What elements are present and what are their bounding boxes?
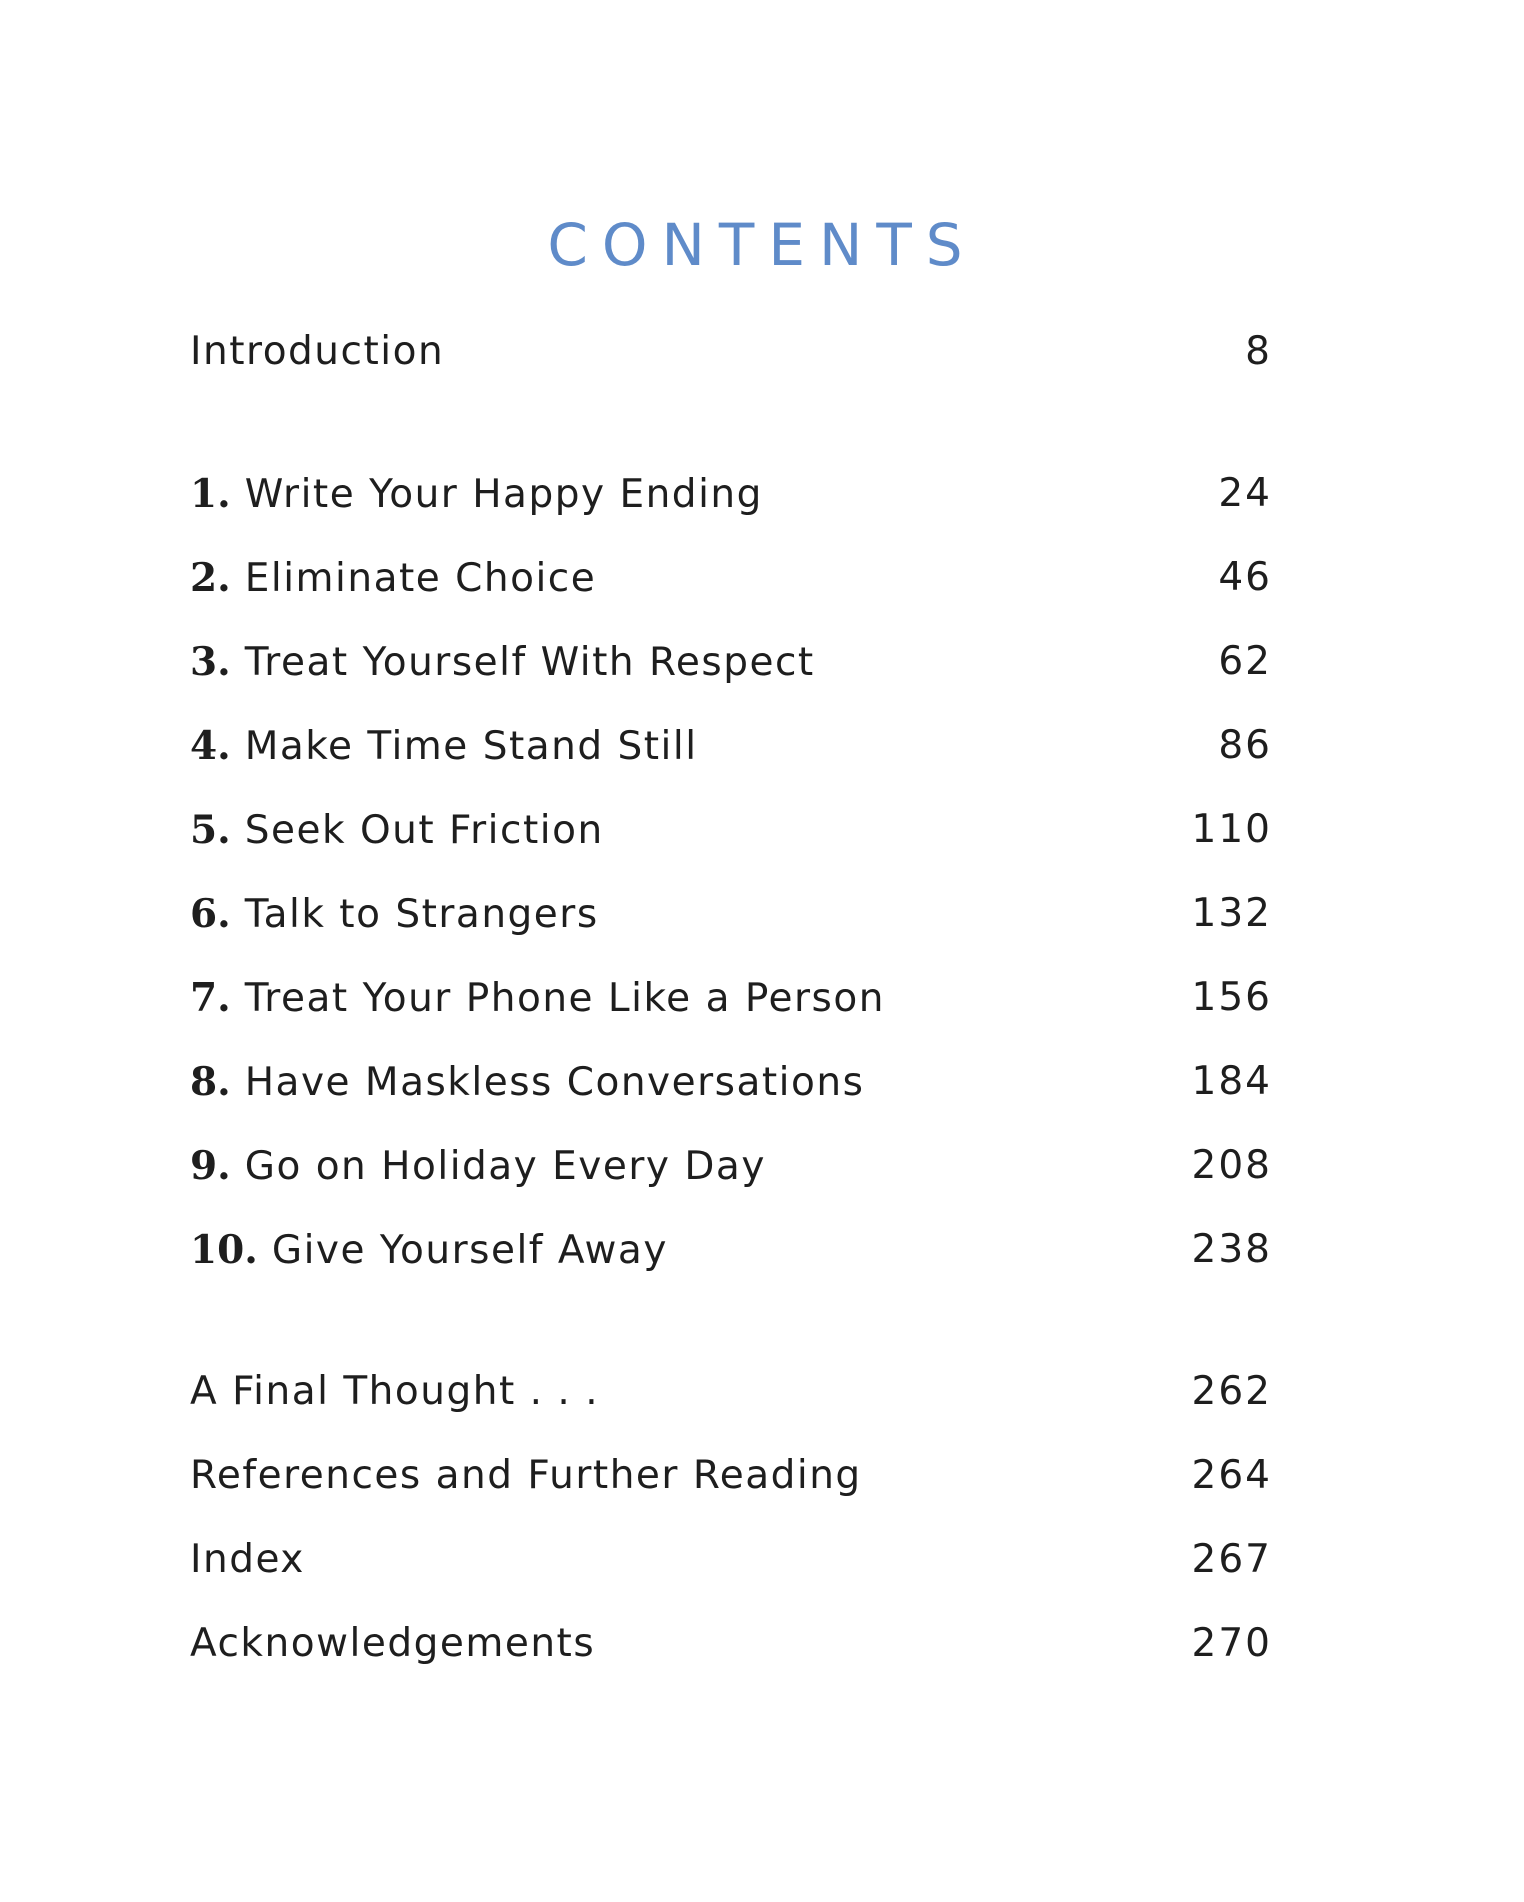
- toc-chapter-label: [190, 464, 763, 525]
- toc-chapter-title: Have Maskless Conversations: [244, 1060, 865, 1105]
- toc-chapter-number: 2.: [190, 555, 231, 601]
- toc-chapter-page: 110: [1191, 807, 1272, 852]
- toc-chapter-6[interactable]: [190, 884, 1272, 944]
- toc-chapter-page: 46: [1218, 555, 1272, 600]
- toc-entry-acknowledgements[interactable]: [190, 1614, 1272, 1674]
- toc-chapter-title: Seek Out Friction: [244, 808, 604, 853]
- toc-chapter-label: [190, 1136, 766, 1197]
- toc-entry-page: 270: [1191, 1621, 1272, 1666]
- toc-chapter-page: 156: [1191, 975, 1272, 1020]
- toc-chapter-label: [190, 800, 604, 861]
- toc-chapter-number: 6.: [190, 891, 231, 937]
- toc-chapter-2[interactable]: [190, 548, 1272, 608]
- toc-entry-label: References and Further Reading: [190, 1453, 862, 1498]
- toc-chapter-8[interactable]: [190, 1052, 1272, 1112]
- toc-chapter-number: 5.: [190, 807, 231, 853]
- toc-chapter-number: 7.: [190, 975, 231, 1021]
- toc-chapter-number: 9.: [190, 1143, 231, 1189]
- toc-chapter-5[interactable]: [190, 800, 1272, 860]
- toc-chapter-page: 184: [1191, 1059, 1272, 1104]
- toc-chapter-title: Write Your Happy Ending: [244, 472, 763, 517]
- toc-chapter-title: Give Yourself Away: [271, 1228, 668, 1273]
- toc-entry-label: A Final Thought . . .: [190, 1369, 600, 1414]
- toc-entry-page: 8: [1245, 329, 1272, 374]
- toc-chapter-number: 8.: [190, 1059, 231, 1105]
- toc-chapter-title: Go on Holiday Every Day: [244, 1144, 766, 1189]
- toc-chapter-10[interactable]: [190, 1220, 1272, 1280]
- toc-chapter-page: 62: [1218, 639, 1272, 684]
- toc-entry-introduction[interactable]: [190, 322, 1272, 382]
- toc-chapter-label: [190, 968, 885, 1029]
- toc-chapter-9[interactable]: [190, 1136, 1272, 1196]
- toc-entry-references[interactable]: [190, 1446, 1272, 1506]
- toc-chapter-title: Eliminate Choice: [244, 556, 597, 601]
- toc-chapter-label: [190, 548, 596, 609]
- toc-chapter-label: [190, 632, 815, 693]
- toc-chapter-page: 208: [1191, 1143, 1272, 1188]
- page-title: CONTENTS: [547, 211, 977, 279]
- toc-chapter-page: 132: [1191, 891, 1272, 936]
- toc-chapter-number: 3.: [190, 639, 231, 685]
- toc-chapter-title: Talk to Strangers: [244, 892, 599, 937]
- toc-entry-label: Introduction: [190, 329, 445, 374]
- toc-entry-final-thought[interactable]: [190, 1362, 1272, 1422]
- toc-chapter-label: [190, 716, 698, 777]
- toc-chapter-4[interactable]: [190, 716, 1272, 776]
- toc-chapter-title: Treat Yourself With Respect: [244, 640, 815, 685]
- toc-entry-page: 267: [1191, 1537, 1272, 1582]
- toc-chapter-3[interactable]: [190, 632, 1272, 692]
- toc-chapter-label: [190, 884, 599, 945]
- toc-chapter-page: 238: [1191, 1227, 1272, 1272]
- toc-chapter-title: Treat Your Phone Like a Person: [244, 976, 885, 1021]
- toc-chapter-label: [190, 1052, 864, 1113]
- toc-chapter-label: [190, 1220, 668, 1281]
- toc-chapter-page: 86: [1218, 723, 1272, 768]
- toc-chapter-7[interactable]: [190, 968, 1272, 1028]
- toc-entry-page: 262: [1191, 1369, 1272, 1414]
- toc-chapter-1[interactable]: [190, 464, 1272, 524]
- toc-chapter-page: 24: [1218, 471, 1272, 516]
- toc-entry-index[interactable]: [190, 1530, 1272, 1590]
- toc-chapter-number: 4.: [190, 723, 231, 769]
- toc-chapter-number: 10.: [190, 1227, 258, 1273]
- toc-entry-page: 264: [1191, 1453, 1272, 1498]
- toc-chapter-title: Make Time Stand Still: [244, 724, 698, 769]
- toc-entry-label: Acknowledgements: [190, 1621, 596, 1666]
- toc-entry-label: Index: [190, 1537, 305, 1582]
- toc-chapter-number: 1.: [190, 471, 231, 517]
